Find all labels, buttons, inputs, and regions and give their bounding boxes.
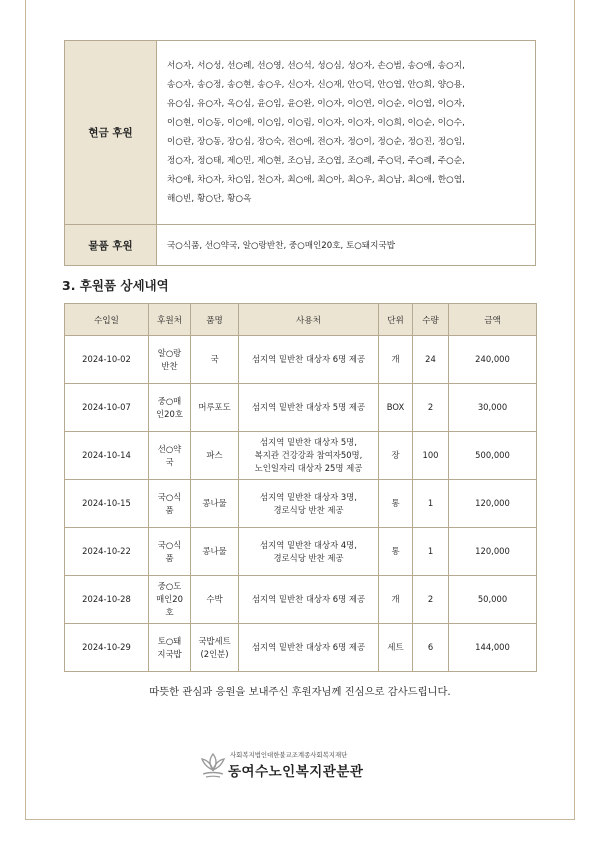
cell-item-line: 콩나물 [202, 498, 227, 508]
donor-name: 송○정 [197, 79, 222, 90]
header-qty: 수량 [413, 304, 449, 336]
cell-donor-line: 토○돼 [157, 635, 182, 646]
donor-name: 이○순 [407, 117, 433, 128]
donor-name: 조○엽 [317, 155, 342, 166]
cell-use [239, 336, 379, 384]
header-donor: 후원처 [149, 304, 191, 336]
thanks-message: 따뜻한 관심과 응원을 보내주신 후원자님께 진심으로 감사드립니다. [149, 686, 451, 698]
cell-donor [149, 528, 191, 576]
cell-donor-line: 품 [165, 504, 174, 515]
donor-name: 정○태 [197, 155, 222, 166]
donor-name: 최○애 [287, 174, 312, 185]
donor-name: 선○례 [227, 60, 252, 71]
header-date: 수입일 [65, 304, 149, 336]
donor-name: 장○숙 [257, 136, 282, 147]
cell-use [239, 384, 379, 432]
table-row [65, 528, 537, 576]
cell-use-line: 섬지역 밑반찬 대상자 5명, [260, 437, 357, 447]
header-unit: 단위 [379, 304, 413, 336]
cell-use-line: 경로식당 반찬 제공 [273, 552, 344, 563]
cell-use-line: 섬지역 밑반찬 대상자 6명 제공 [251, 594, 366, 604]
donor-name: 신○재 [317, 79, 342, 90]
donor-name: 이○란 [167, 136, 192, 147]
cell-amount: 30,000 [449, 384, 537, 432]
donor-name: 이○애 [227, 117, 252, 128]
donor-name: 차○임 [227, 174, 252, 185]
donor-name: 안○덕 [347, 79, 372, 90]
cell-qty: 1 [413, 480, 449, 528]
donor-name: 제○민 [227, 155, 252, 166]
cell-donor-line: 인20호 [156, 408, 183, 419]
cell-use-line: 섬지역 밑반찬 대상자 6명 제공 [251, 642, 366, 652]
donor-name: 정○자 [167, 155, 192, 166]
donor-name: 해○빈 [167, 193, 192, 204]
donor-name: 송○우 [257, 79, 282, 90]
table-row [65, 336, 537, 384]
donor-name: 이○림 [287, 117, 312, 128]
donor-name: 최○아 [317, 174, 342, 185]
cash-donor-label: 현금 후원 [65, 41, 157, 225]
donation-detail-table [64, 303, 537, 672]
cell-item [191, 624, 239, 672]
donor-name: 주○순 [437, 155, 463, 166]
donor-name: 최○우 [347, 174, 372, 185]
donor-name: 서○자 [167, 60, 192, 71]
cell-donor-line: 품 [165, 552, 174, 563]
detail-table-header [65, 304, 537, 336]
cell-use-line: 섬지역 밑반찬 대상자 5명 제공 [251, 402, 366, 412]
donor-name: 조○님 [287, 155, 312, 166]
cell-use [239, 624, 379, 672]
cell-amount: 120,000 [449, 480, 537, 528]
footer-org-name: 동여수노인복지관분관 [228, 764, 364, 780]
donor-name: 차○자 [197, 174, 222, 185]
cell-item [191, 480, 239, 528]
cell-donor-line: 국○식 [157, 491, 182, 502]
cell-item [191, 432, 239, 480]
cell-amount: 120,000 [449, 528, 537, 576]
cell-donor-line: 국 [165, 456, 174, 467]
cell-donor-line: 지국밥 [157, 648, 182, 659]
cell-donor [149, 384, 191, 432]
footer-organization [200, 746, 400, 786]
cell-item-line: 파스 [206, 450, 223, 460]
donor-name: 윤○완 [287, 98, 312, 109]
donor-name: 성○자 [347, 60, 372, 71]
donor-name: 서○성 [197, 60, 222, 71]
donor-name: 이○수 [437, 117, 463, 128]
cell-unit: 개 [379, 336, 413, 384]
donor-name: 전○자 [317, 136, 342, 147]
donor-name: 유○자 [197, 98, 222, 109]
cell-donor-line: 매인20 [156, 594, 183, 604]
cell-unit: BOX [379, 384, 413, 432]
donor-name: 황○단 [197, 193, 222, 204]
cell-use [239, 432, 379, 480]
goods-donor-row [65, 225, 536, 266]
donor-name: 양○용 [437, 79, 463, 90]
donor-name: 옥○심 [227, 98, 252, 109]
donor-name: 이○동 [197, 117, 222, 128]
cell-item [191, 576, 239, 624]
cell-date: 2024-10-02 [65, 336, 149, 384]
cell-item-line: 머루포도 [198, 402, 231, 412]
cash-names-list: 서○자, 서○성, 선○례, 선○영, 선○석, 성○심, 성○자, 손○범, 송○애, 송○지, 송○자, 송○정, 송○현, 송○우, 신○자, 신○재, 안○덕, 안○엽, 안○희, 양○용, 유○심, 유○자, 옥○심, 윤○임, 윤○완, 이○자, 이○연, 이○순, 이○엽, 이○자, 이○현, 이○동, 이○애, 이○임, 이○림, 이○자, 이○자, 이○희, 이○순, 이○수, 이○란, 장○동, 장○심, 장○숙, 전○애, 전○자, 정○이, 정○순, 정○진, 정○임, 정○자, 정○태, 제○민, 제○현, 조○님, 조○엽, 조○례, 주○덕, 주○례, 주○순, 차○애, 차○자, 차○임, 천○자, 최○애, 최○아, 최○우, 최○남, 최○애, 한○엽, 해○빈, 황○단, 황○옥 [167, 60, 465, 204]
cell-qty: 24 [413, 336, 449, 384]
donor-name: 이○엽 [407, 98, 433, 109]
cell-unit: 세트 [379, 624, 413, 672]
donor-name: 정○임 [437, 136, 463, 147]
cell-donor-line: 선○약 [157, 443, 182, 454]
donor-name: 이○연 [347, 98, 372, 109]
cell-use [239, 576, 379, 624]
cell-use-line: 섬지역 밑반찬 대상자 3명, [260, 491, 357, 502]
cell-qty: 100 [413, 432, 449, 480]
donor-name: 이○자 [317, 98, 342, 109]
donor-name: 성○심 [317, 60, 342, 71]
cell-qty: 2 [413, 576, 449, 624]
header-use: 사용처 [239, 304, 379, 336]
donor-name: 장○동 [197, 136, 222, 147]
cell-donor-line: 반찬 [161, 360, 178, 371]
donor-name: 이○자 [347, 117, 372, 128]
cell-qty: 1 [413, 528, 449, 576]
detail-table-body [65, 336, 537, 672]
footer-org-subtitle: 사회복지법인대한불교조계종사회복지재단 [230, 751, 348, 759]
table-row [65, 384, 537, 432]
donor-name: 안○희 [407, 79, 433, 90]
lotus-logo-icon [200, 750, 226, 780]
donor-name: 이○임 [257, 117, 282, 128]
cell-amount: 500,000 [449, 432, 537, 480]
cash-donor-row [65, 41, 536, 225]
cell-item-line: 국 [210, 354, 219, 364]
cell-date: 2024-10-14 [65, 432, 149, 480]
table-row [65, 432, 537, 480]
donor-name: 주○덕 [377, 155, 402, 166]
donor-name: 선○영 [257, 60, 282, 71]
cell-donor-line: 중○도 [157, 581, 182, 591]
cell-donor [149, 480, 191, 528]
cell-date: 2024-10-28 [65, 576, 149, 624]
cell-item [191, 528, 239, 576]
donor-name: 최○남 [377, 174, 402, 185]
donor-name: 송○지 [437, 60, 463, 71]
donor-name: 이○현 [167, 117, 192, 128]
cell-use-line: 노인일자리 대상자 25명 제공 [254, 463, 363, 473]
donor-name: 이○자 [437, 98, 463, 109]
donor-name: 윤○임 [257, 98, 282, 109]
donor-name: 신○자 [287, 79, 312, 90]
donor-name: 정○진 [407, 136, 433, 147]
cell-donor [149, 624, 191, 672]
donor-name: 손○범 [377, 60, 402, 71]
cell-amount: 240,000 [449, 336, 537, 384]
donor-name: 송○현 [227, 79, 252, 90]
donor-name: 정○이 [347, 136, 372, 147]
cell-date: 2024-10-29 [65, 624, 149, 672]
cell-donor [149, 576, 191, 624]
donor-name: 황○옥 [227, 193, 252, 204]
cell-item-line: 국밥세트 [198, 635, 231, 646]
cell-use [239, 480, 379, 528]
section-title: 3. 후원품 상세내역 [62, 278, 169, 293]
cell-date: 2024-10-15 [65, 480, 149, 528]
cell-date: 2024-10-07 [65, 384, 149, 432]
donor-name: 선○석 [287, 60, 312, 71]
donor-name: 제○현 [257, 155, 282, 166]
cell-item [191, 336, 239, 384]
donor-name: 차○애 [167, 174, 192, 185]
table-row [65, 576, 537, 624]
cell-use-line: 섬지역 밑반찬 대상자 6명 제공 [251, 354, 366, 364]
cell-amount: 50,000 [449, 576, 537, 624]
cell-use [239, 528, 379, 576]
donor-name: 최○애 [407, 174, 433, 185]
cell-donor [149, 336, 191, 384]
cell-amount: 144,000 [449, 624, 537, 672]
goods-donor-list: 국○식품, 선○약국, 알○랑반찬, 중○매인20호, 토○돼지국밥 [157, 225, 536, 266]
donor-name: 장○심 [227, 136, 252, 147]
cell-item-line: 콩나물 [202, 546, 227, 556]
donor-table [64, 40, 536, 266]
cell-donor-line: 알○랑 [157, 347, 182, 358]
donor-name: 송○애 [407, 60, 433, 71]
donor-name: 주○례 [407, 155, 433, 166]
donor-name: 전○애 [287, 136, 312, 147]
donor-name: 유○심 [167, 98, 192, 109]
donor-name: 조○례 [347, 155, 372, 166]
cell-use-line: 복지관 건강강좌 참여자50명, [254, 450, 363, 460]
header-item: 품명 [191, 304, 239, 336]
donor-name: 천○자 [257, 174, 282, 185]
goods-donor-label: 물품 후원 [65, 225, 157, 266]
donor-name: 정○순 [377, 136, 402, 147]
cell-item-line: 수박 [206, 594, 223, 604]
cell-unit: 장 [379, 432, 413, 480]
cell-unit: 통 [379, 528, 413, 576]
table-row [65, 624, 537, 672]
donor-name: 이○희 [377, 117, 402, 128]
cell-date: 2024-10-22 [65, 528, 149, 576]
table-row [65, 480, 537, 528]
cell-use-line: 섬지역 밑반찬 대상자 4명, [260, 539, 357, 550]
donor-name: 이○순 [377, 98, 402, 109]
cell-donor-line: 호 [165, 607, 174, 617]
cell-item [191, 384, 239, 432]
cell-use-line: 경로식당 반찬 제공 [273, 504, 344, 515]
cell-item-line: (2인분) [200, 648, 229, 659]
cell-unit: 통 [379, 480, 413, 528]
cell-donor [149, 432, 191, 480]
donor-name: 안○엽 [377, 79, 402, 90]
cell-donor-line: 국○식 [157, 539, 182, 550]
donor-name: 이○자 [317, 117, 342, 128]
cell-qty: 6 [413, 624, 449, 672]
header-amount: 금액 [449, 304, 537, 336]
cell-donor-line: 중○매 [157, 395, 182, 406]
cell-unit: 개 [379, 576, 413, 624]
cash-donor-names [157, 41, 536, 225]
donor-name: 송○자 [167, 79, 192, 90]
donor-name: 한○엽 [437, 174, 463, 185]
cell-qty: 2 [413, 384, 449, 432]
